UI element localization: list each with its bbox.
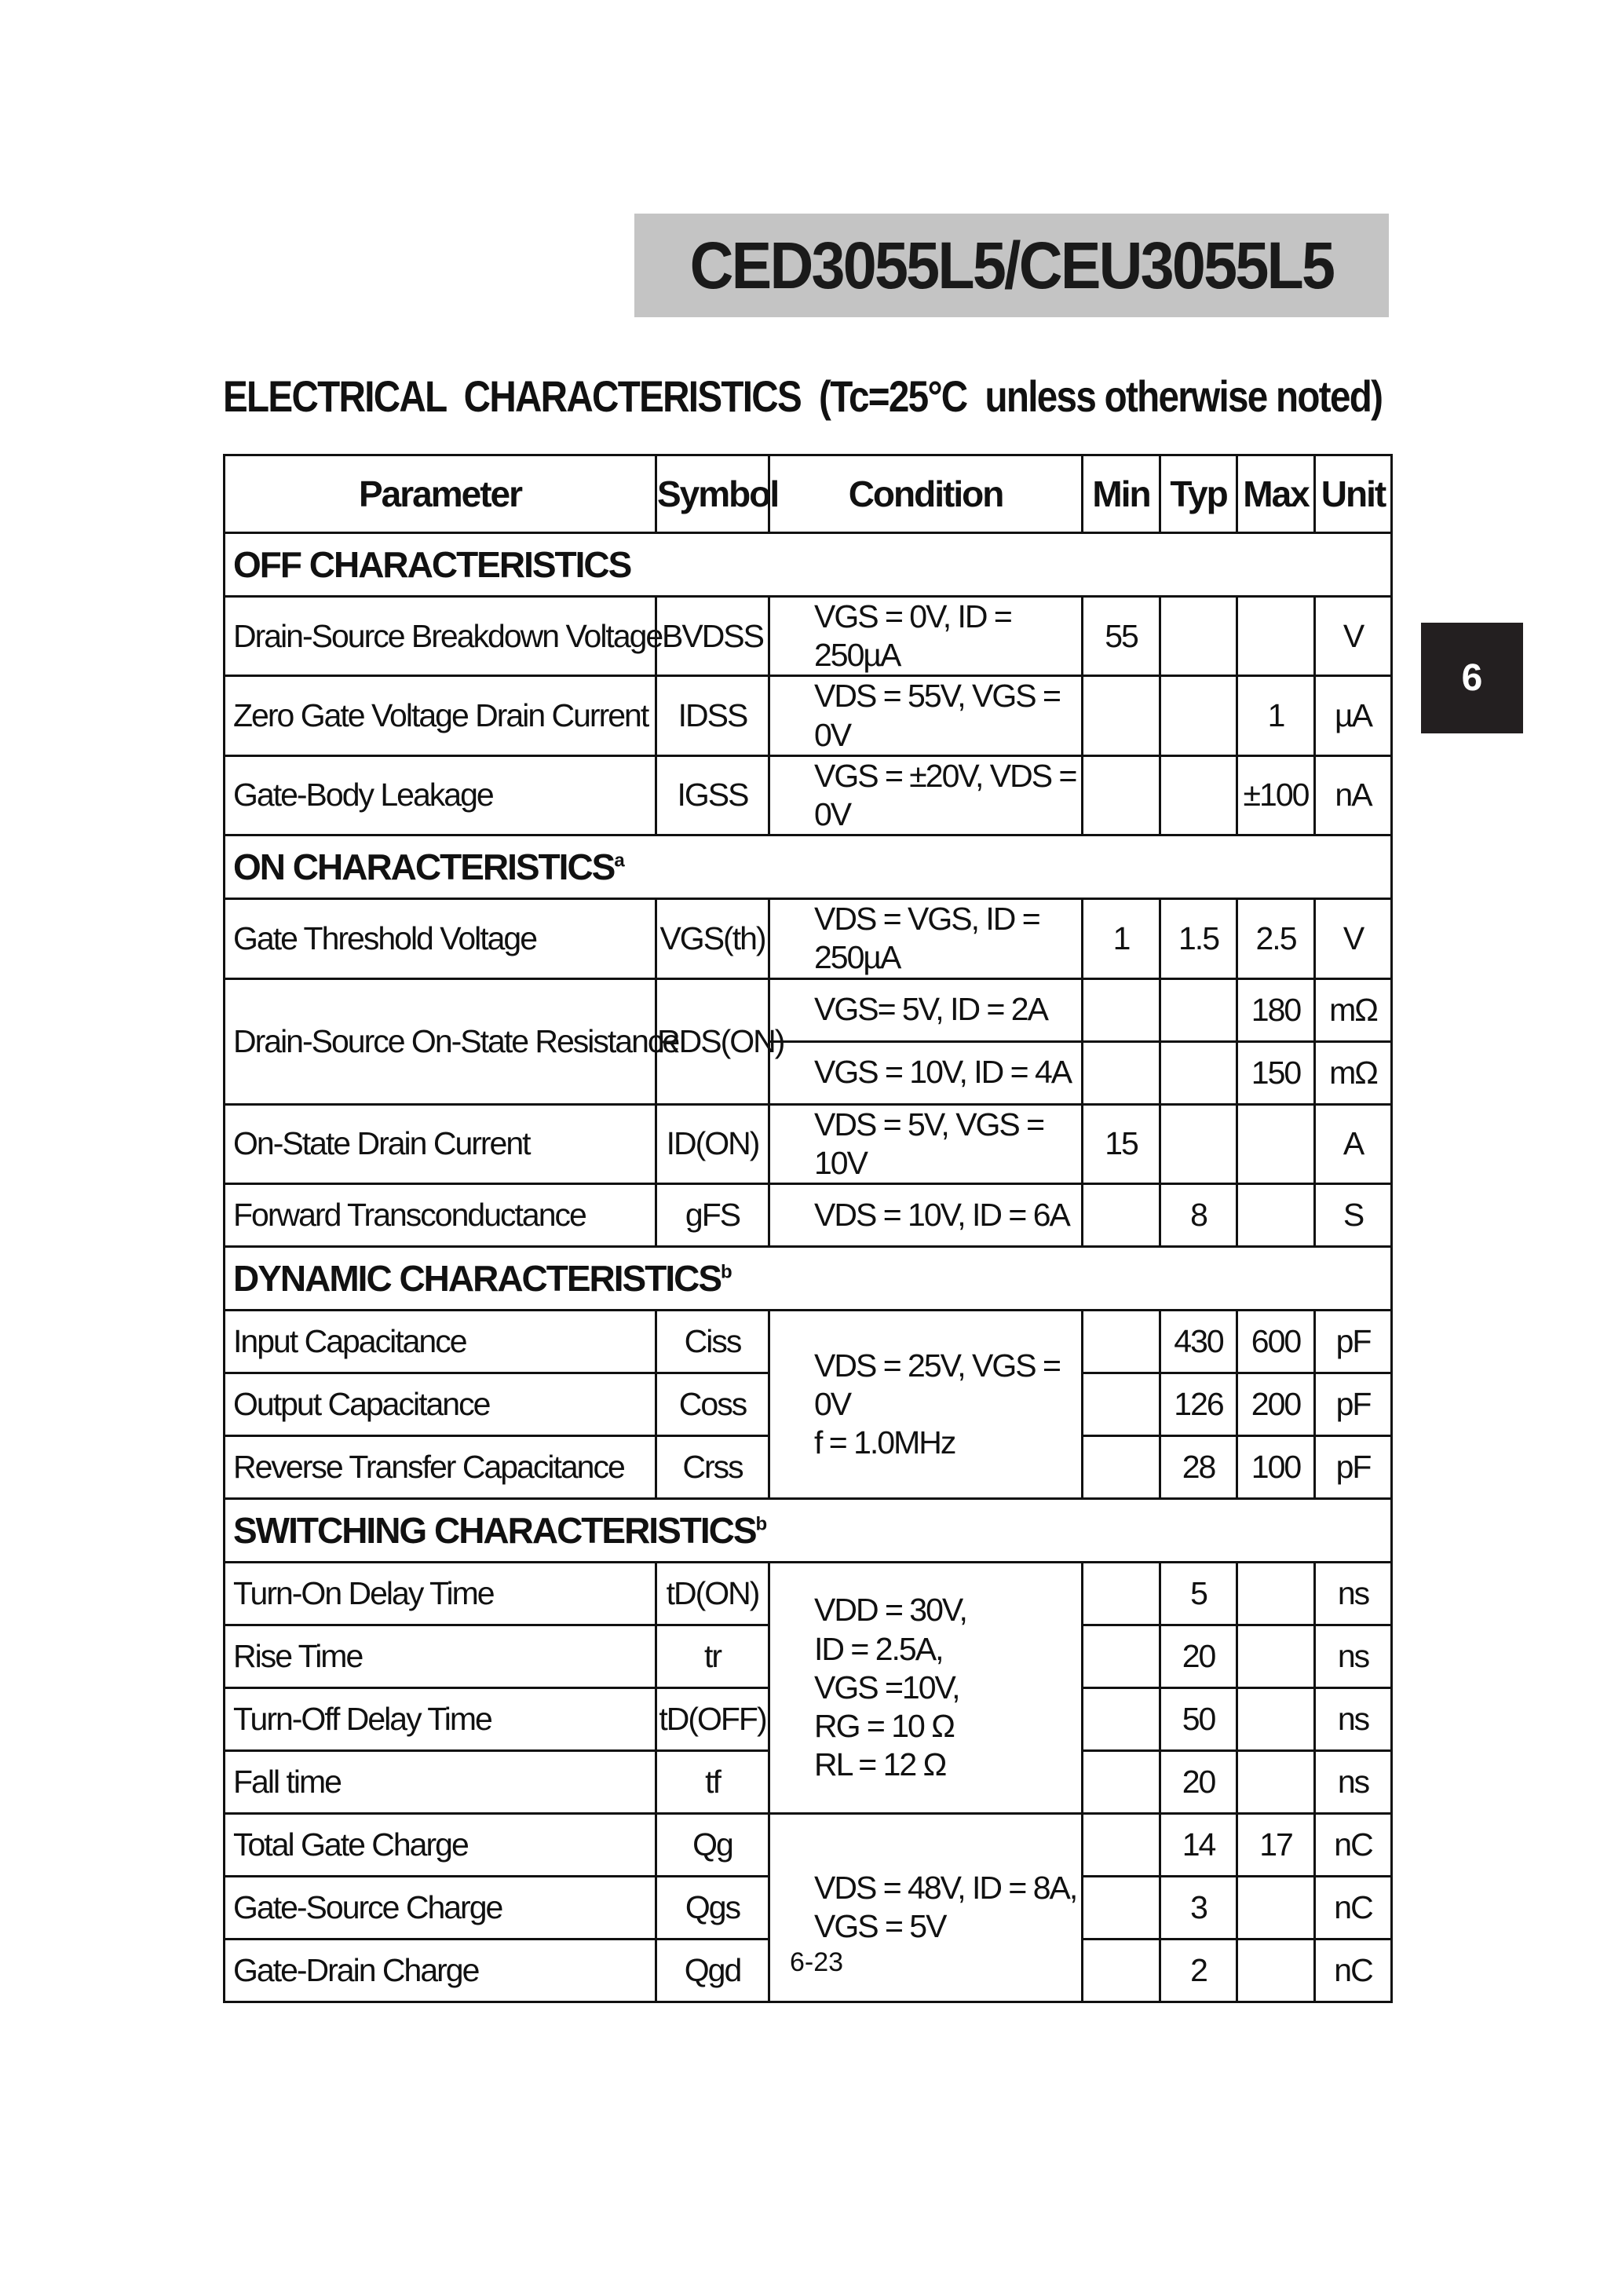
symbol-cell: BVDSS	[656, 597, 769, 676]
max-cell: 200	[1237, 1373, 1315, 1435]
unit-cell: mΩ	[1315, 1041, 1392, 1104]
typ-cell	[1160, 597, 1237, 676]
max-cell: 1	[1237, 676, 1315, 755]
symbol-cell: Coss	[656, 1373, 769, 1435]
unit-cell: nC	[1315, 1876, 1392, 1939]
max-cell: 17	[1237, 1813, 1315, 1876]
table-row	[225, 899, 1392, 978]
typ-cell: 430	[1160, 1310, 1237, 1373]
symbol-cell: gFS	[656, 1183, 769, 1246]
table-row	[225, 1104, 1392, 1183]
symbol-cell: Qgd	[656, 1939, 769, 2002]
parameter-cell: Gate Threshold Voltage	[225, 899, 656, 978]
column-header-typ: Typ	[1160, 455, 1237, 533]
max-cell	[1237, 1750, 1315, 1813]
parameter-cell: Gate-Body Leakage	[225, 755, 656, 835]
symbol-cell: tD(OFF)	[656, 1687, 769, 1750]
typ-cell: 1.5	[1160, 899, 1237, 978]
condition-cell: VDS = 10V, ID = 6A	[769, 1183, 1083, 1246]
symbol-cell: Qgs	[656, 1876, 769, 1939]
parameter-cell: Total Gate Charge	[225, 1813, 656, 1876]
page-number: 6-23	[789, 1947, 844, 1977]
section-heading: ELECTRICAL CHARACTERISTICS (Tc=25°C unless otherwise noted)	[223, 371, 1383, 421]
typ-cell: 50	[1160, 1687, 1237, 1750]
table-row	[225, 676, 1392, 755]
min-cell	[1083, 1939, 1160, 2002]
symbol-cell: IDSS	[656, 676, 769, 755]
unit-cell: pF	[1315, 1310, 1392, 1373]
min-cell: 15	[1083, 1104, 1160, 1183]
min-cell: 1	[1083, 899, 1160, 978]
typ-cell: 14	[1160, 1813, 1237, 1876]
electrical-characteristics-table	[223, 454, 1393, 2003]
typ-cell: 2	[1160, 1939, 1237, 2002]
typ-cell: 20	[1160, 1750, 1237, 1813]
unit-cell: nC	[1315, 1813, 1392, 1876]
column-header-min: Min	[1083, 455, 1160, 533]
min-cell	[1083, 676, 1160, 755]
parameter-cell: Drain-Source On-State Resistance	[225, 978, 656, 1104]
parameter-cell: Turn-Off Delay Time	[225, 1687, 656, 1750]
parameter-cell: Rise Time	[225, 1625, 656, 1687]
max-cell	[1237, 1562, 1315, 1625]
typ-cell: 3	[1160, 1876, 1237, 1939]
column-header-parameter: Parameter	[225, 455, 656, 533]
parameter-cell: Forward Transconductance	[225, 1183, 656, 1246]
max-cell	[1237, 1183, 1315, 1246]
symbol-cell: Ciss	[656, 1310, 769, 1373]
min-cell	[1083, 1373, 1160, 1435]
symbol-cell: Qg	[656, 1813, 769, 1876]
typ-cell	[1160, 1104, 1237, 1183]
typ-cell: 5	[1160, 1562, 1237, 1625]
unit-cell: ns	[1315, 1625, 1392, 1687]
typ-cell	[1160, 676, 1237, 755]
typ-cell: 8	[1160, 1183, 1237, 1246]
unit-cell: S	[1315, 1183, 1392, 1246]
min-cell	[1083, 1813, 1160, 1876]
unit-cell: V	[1315, 597, 1392, 676]
section-title	[225, 533, 1392, 597]
column-header-symbol: Symbol	[656, 455, 769, 533]
column-header-unit: Unit	[1315, 455, 1392, 533]
condition-cell: VDS = 55V, VGS = 0V	[769, 676, 1083, 755]
typ-cell	[1160, 978, 1237, 1041]
section-row	[225, 1246, 1392, 1310]
condition-cell: VDS = VGS, ID = 250µA	[769, 899, 1083, 978]
parameter-cell: Input Capacitance	[225, 1310, 656, 1373]
symbol-cell: tr	[656, 1625, 769, 1687]
section-title	[225, 1498, 1392, 1562]
section-label: SWITCHING CHARACTERISTICS	[233, 1509, 756, 1551]
min-cell	[1083, 1041, 1160, 1104]
parameter-cell: Gate-Source Charge	[225, 1876, 656, 1939]
symbol-cell: VGS(th)	[656, 899, 769, 978]
unit-cell: A	[1315, 1104, 1392, 1183]
symbol-cell: Crss	[656, 1435, 769, 1498]
parameter-cell: Zero Gate Voltage Drain Current	[225, 676, 656, 755]
unit-cell: nC	[1315, 1939, 1392, 2002]
min-cell	[1083, 1435, 1160, 1498]
condition-cell: VDS = 5V, VGS = 10V	[769, 1104, 1083, 1183]
section-title	[225, 1246, 1392, 1310]
condition-cell: VDS = 25V, VGS = 0V f = 1.0MHz	[769, 1310, 1083, 1498]
section-row	[225, 835, 1392, 899]
min-cell	[1083, 978, 1160, 1041]
min-cell	[1083, 1183, 1160, 1246]
min-cell	[1083, 755, 1160, 835]
condition-cell: VGS= 5V, ID = 2A	[769, 978, 1083, 1041]
min-cell	[1083, 1625, 1160, 1687]
min-cell	[1083, 1876, 1160, 1939]
section-label: OFF CHARACTERISTICS	[233, 544, 631, 585]
unit-cell: V	[1315, 899, 1392, 978]
unit-cell: pF	[1315, 1373, 1392, 1435]
typ-cell: 28	[1160, 1435, 1237, 1498]
parameter-cell: Gate-Drain Charge	[225, 1939, 656, 2002]
unit-cell: nA	[1315, 755, 1392, 835]
table-row	[225, 1310, 1392, 1373]
max-cell: ±100	[1237, 755, 1315, 835]
max-cell	[1237, 597, 1315, 676]
footnote-marker: b	[755, 1513, 766, 1535]
table-row	[225, 755, 1392, 835]
table-row	[225, 978, 1392, 1041]
parameter-cell: Fall time	[225, 1750, 656, 1813]
table-row	[225, 1562, 1392, 1625]
parameter-cell: Reverse Transfer Capacitance	[225, 1435, 656, 1498]
section-label: ON CHARACTERISTICS	[233, 846, 615, 888]
max-cell	[1237, 1625, 1315, 1687]
max-cell: 2.5	[1237, 899, 1315, 978]
min-cell	[1083, 1687, 1160, 1750]
max-cell	[1237, 1104, 1315, 1183]
section-title	[225, 835, 1392, 899]
footnote-marker: a	[614, 850, 623, 872]
parameter-cell: Drain-Source Breakdown Voltage	[225, 597, 656, 676]
unit-cell: µA	[1315, 676, 1392, 755]
typ-cell: 126	[1160, 1373, 1237, 1435]
table-row	[225, 1813, 1392, 1876]
chapter-tab: 6	[1421, 623, 1523, 733]
table-row	[225, 597, 1392, 676]
max-cell: 100	[1237, 1435, 1315, 1498]
min-cell	[1083, 1562, 1160, 1625]
max-cell	[1237, 1687, 1315, 1750]
unit-cell: ns	[1315, 1750, 1392, 1813]
symbol-cell: RDS(ON)	[656, 978, 769, 1104]
unit-cell: mΩ	[1315, 978, 1392, 1041]
section-row	[225, 1498, 1392, 1562]
condition-cell: VDD = 30V, ID = 2.5A, VGS =10V, RG = 10 Ω RL = 12 Ω	[769, 1562, 1083, 1813]
parameter-cell: Turn-On Delay Time	[225, 1562, 656, 1625]
column-header-max: Max	[1237, 455, 1315, 533]
condition-cell: VGS = 10V, ID = 4A	[769, 1041, 1083, 1104]
condition-cell: VGS = ±20V, VDS = 0V	[769, 755, 1083, 835]
table-header-row	[225, 455, 1392, 533]
max-cell	[1237, 1939, 1315, 2002]
parameter-cell: On-State Drain Current	[225, 1104, 656, 1183]
min-cell	[1083, 1750, 1160, 1813]
condition-cell: VDS = 48V, ID = 8A, VGS = 5V	[769, 1813, 1083, 2002]
table-row	[225, 1183, 1392, 1246]
typ-cell	[1160, 1041, 1237, 1104]
footnote-marker: b	[721, 1261, 731, 1283]
min-cell: 55	[1083, 597, 1160, 676]
symbol-cell: tf	[656, 1750, 769, 1813]
min-cell	[1083, 1310, 1160, 1373]
max-cell: 600	[1237, 1310, 1315, 1373]
column-header-condition: Condition	[769, 455, 1083, 533]
max-cell: 180	[1237, 978, 1315, 1041]
unit-cell: pF	[1315, 1435, 1392, 1498]
parameter-cell: Output Capacitance	[225, 1373, 656, 1435]
symbol-cell: ID(ON)	[656, 1104, 769, 1183]
part-number-title: CED3055L5/CEU3055L5	[689, 228, 1334, 302]
symbol-cell: IGSS	[656, 755, 769, 835]
typ-cell	[1160, 755, 1237, 835]
max-cell	[1237, 1876, 1315, 1939]
typ-cell: 20	[1160, 1625, 1237, 1687]
symbol-cell: tD(ON)	[656, 1562, 769, 1625]
unit-cell: ns	[1315, 1562, 1392, 1625]
max-cell: 150	[1237, 1041, 1315, 1104]
condition-cell: VGS = 0V, ID = 250µA	[769, 597, 1083, 676]
part-number-banner	[634, 214, 1389, 317]
section-label: DYNAMIC CHARACTERISTICS	[233, 1257, 721, 1299]
section-row	[225, 533, 1392, 597]
unit-cell: ns	[1315, 1687, 1392, 1750]
